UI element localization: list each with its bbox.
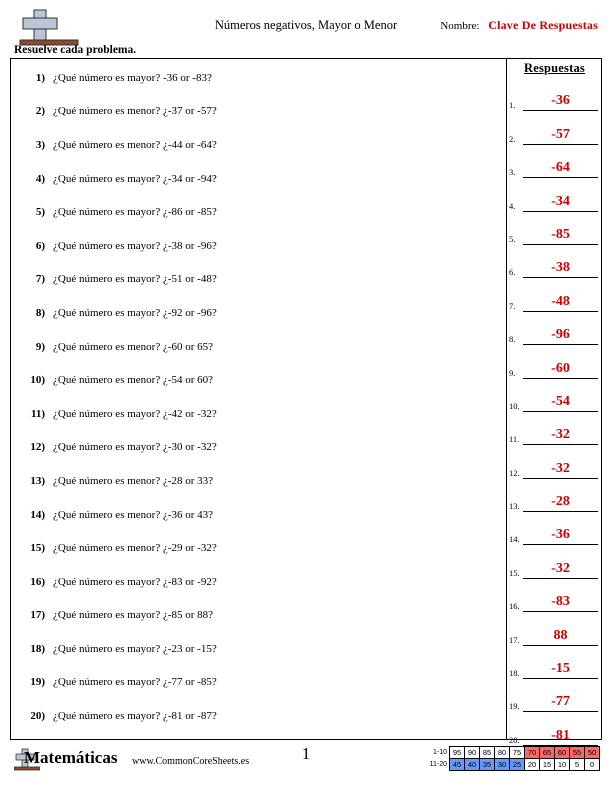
- question-text: ¿Qué número es menor? ¿-29 or -32?: [53, 542, 217, 555]
- answer-row: [507, 111, 602, 144]
- question-number: 8): [35, 306, 45, 319]
- answer-row: [507, 646, 602, 679]
- question-row: [11, 95, 505, 129]
- answer-value: -96: [551, 327, 570, 343]
- question-text: ¿Qué número es mayor? ¿-30 or -32?: [53, 441, 217, 454]
- answer-value: -48: [551, 293, 570, 309]
- answer-list: [507, 78, 602, 746]
- question-text: ¿Qué número es mayor? ¿-81 or -87?: [53, 710, 217, 723]
- answer-value: -54: [551, 393, 570, 409]
- score-cell: 0: [585, 759, 600, 771]
- question-number: 6): [35, 239, 45, 252]
- question-list: [11, 61, 505, 741]
- answer-value: -28: [551, 494, 570, 510]
- answer-value: 88: [553, 627, 568, 643]
- score-row: [428, 747, 600, 759]
- question-row: [11, 162, 505, 196]
- score-cell: 65: [540, 747, 555, 759]
- page-number: 1: [301, 744, 311, 763]
- question-number: 17): [30, 609, 45, 622]
- name-field-area: [440, 18, 598, 33]
- question-row: [11, 498, 505, 532]
- score-cell: 5: [570, 759, 585, 771]
- answer-row: [507, 379, 602, 412]
- question-number: 16): [30, 575, 45, 588]
- answer-index: 6.: [509, 267, 516, 278]
- question-row: [11, 363, 505, 397]
- score-table: [428, 746, 601, 771]
- question-row: [11, 330, 505, 364]
- answer-index: 3.: [509, 167, 516, 178]
- question-number: 12): [30, 441, 45, 454]
- answer-index: 11.: [509, 434, 520, 445]
- score-cell: 60: [555, 747, 570, 759]
- question-text: ¿Qué número es mayor? ¿-92 or -96?: [53, 306, 217, 319]
- answer-row: [507, 545, 602, 578]
- question-row: [11, 397, 505, 431]
- answer-index: 13.: [509, 501, 520, 512]
- answer-index: 2.: [509, 133, 516, 144]
- score-cell: 55: [570, 747, 585, 759]
- question-text: ¿Qué número es mayor? ¿-38 or -96?: [53, 239, 217, 252]
- question-text: ¿Qué número es mayor? ¿-23 or -15?: [53, 642, 217, 655]
- answer-value: -57: [551, 126, 570, 142]
- answer-value: -77: [551, 694, 570, 710]
- answer-row: [507, 579, 602, 612]
- question-number: 3): [35, 138, 45, 151]
- page-header: [0, 12, 612, 46]
- answer-index: 7.: [509, 300, 516, 311]
- question-row: [11, 296, 505, 330]
- question-row: [11, 699, 505, 733]
- question-text: ¿Qué número es mayor? ¿-51 or -48?: [53, 273, 217, 286]
- answer-index: 8.: [509, 334, 516, 345]
- score-cell: 10: [555, 759, 570, 771]
- question-text: ¿Qué número es mayor? ¿-34 or -94?: [53, 172, 217, 185]
- answer-value: -32: [551, 560, 570, 576]
- answer-row: [507, 512, 602, 545]
- score-row-label: 1-10: [432, 749, 447, 756]
- question-text: ¿Qué número es mayor? -36 or -83?: [53, 71, 212, 84]
- answer-row: [507, 245, 602, 278]
- answer-index: 9.: [509, 367, 516, 378]
- question-number: 20): [30, 710, 45, 723]
- page-footer: [0, 744, 612, 792]
- question-number: 18): [30, 642, 45, 655]
- question-row: [11, 531, 505, 565]
- question-number: 15): [30, 542, 45, 555]
- answer-value: -34: [551, 193, 570, 209]
- answer-value: -32: [551, 460, 570, 476]
- answer-row: [507, 145, 602, 178]
- answer-value: -81: [551, 727, 570, 743]
- score-row-label: 11-20: [429, 761, 447, 768]
- question-text: ¿Qué número es menor? ¿-60 or 65?: [53, 340, 214, 353]
- answer-row: [507, 278, 602, 311]
- score-cell: 85: [480, 747, 495, 759]
- question-text: ¿Qué número es menor? ¿-36 or 43?: [53, 508, 214, 521]
- question-number: 11): [30, 407, 45, 420]
- answer-index: 14.: [509, 534, 520, 545]
- answer-value: -15: [551, 661, 570, 677]
- question-row: [11, 666, 505, 700]
- answer-row: [507, 412, 602, 445]
- question-text: ¿Qué número es mayor? ¿-42 or -32?: [53, 407, 217, 420]
- answer-index: 4.: [509, 200, 516, 211]
- question-row: [11, 431, 505, 465]
- question-number: 9): [35, 340, 45, 353]
- question-number: 1): [35, 71, 45, 84]
- score-cell: 70: [525, 747, 540, 759]
- question-row: [11, 128, 505, 162]
- answer-value: -85: [551, 226, 570, 242]
- question-number: 7): [35, 273, 45, 286]
- answer-index: 5.: [509, 233, 516, 244]
- score-cell: 15: [540, 759, 555, 771]
- answer-row: [507, 345, 602, 378]
- question-row: [11, 632, 505, 666]
- answer-row: [507, 178, 602, 211]
- answer-row: [507, 712, 602, 745]
- question-number: 5): [35, 206, 45, 219]
- question-row: [11, 61, 505, 95]
- answer-value: -83: [551, 594, 570, 610]
- answer-index: 19.: [509, 701, 520, 712]
- answer-index: 17.: [509, 634, 520, 645]
- score-cell: 35: [480, 759, 495, 771]
- question-row: [11, 565, 505, 599]
- question-row: [11, 195, 505, 229]
- answer-value: -36: [551, 527, 570, 543]
- question-text: ¿Qué número es mayor? ¿-86 or -85?: [53, 206, 217, 219]
- answer-index: 18.: [509, 668, 520, 679]
- answer-index: 20.: [509, 734, 520, 745]
- question-text: ¿Qué número es mayor? ¿-77 or -85?: [53, 676, 217, 689]
- answer-value: -60: [551, 360, 570, 376]
- answer-index: 16.: [509, 601, 520, 612]
- question-text: ¿Qué número es menor? ¿-44 or -64?: [53, 138, 217, 151]
- question-text: ¿Qué número es menor? ¿-54 or 60?: [53, 374, 214, 387]
- answer-row: [507, 679, 602, 712]
- question-number: 13): [30, 474, 45, 487]
- answer-index: 1.: [509, 100, 516, 111]
- question-number: 19): [30, 676, 45, 689]
- answer-index: 12.: [509, 467, 520, 478]
- answer-row: [507, 479, 602, 512]
- score-cell: 80: [495, 747, 510, 759]
- name-value: Clave De Respuestas: [488, 18, 598, 32]
- score-cell: 30: [495, 759, 510, 771]
- question-text: ¿Qué número es menor? ¿-28 or 33?: [53, 474, 214, 487]
- answer-row: [507, 612, 602, 645]
- instruction-text: Resuelve cada problema.: [14, 44, 137, 56]
- answer-value: -36: [551, 93, 570, 109]
- answer-row: [507, 212, 602, 245]
- score-cell: 25: [510, 759, 525, 771]
- score-cell: 50: [585, 747, 600, 759]
- question-row: [11, 263, 505, 297]
- answers-header: Respuestas: [523, 61, 586, 75]
- question-row: [11, 599, 505, 633]
- score-row: [428, 759, 600, 771]
- question-row: [11, 229, 505, 263]
- answer-index: 15.: [509, 567, 520, 578]
- score-cell: 40: [465, 759, 480, 771]
- score-cell: 95: [450, 747, 465, 759]
- answer-index: 10.: [509, 400, 520, 411]
- name-label: Nombre:: [440, 20, 480, 32]
- question-number: 2): [35, 105, 45, 118]
- question-number: 4): [35, 172, 45, 185]
- worksheet-body: [10, 58, 602, 745]
- question-text: ¿Qué número es menor? ¿-37 or -57?: [53, 105, 217, 118]
- score-cell: 90: [465, 747, 480, 759]
- question-number: 14): [30, 508, 45, 521]
- answer-value: -32: [551, 427, 570, 443]
- answer-value: -64: [551, 160, 570, 176]
- answer-row: [507, 445, 602, 478]
- question-text: ¿Qué número es mayor? ¿-85 or 88?: [53, 609, 214, 622]
- question-number: 10): [30, 374, 45, 387]
- page-title: Números negativos, Mayor o Menor: [214, 18, 398, 32]
- question-row: [11, 464, 505, 498]
- website-url: www.CommonCoreSheets.es: [132, 756, 250, 767]
- answer-row: [507, 312, 602, 345]
- answer-row: [507, 78, 602, 111]
- answer-column: [507, 59, 602, 745]
- brand-name: Matemáticas: [24, 748, 118, 767]
- score-cell: 45: [450, 759, 465, 771]
- question-text: ¿Qué número es mayor? ¿-83 or -92?: [53, 575, 217, 588]
- score-cell: 20: [525, 759, 540, 771]
- answer-value: -38: [551, 260, 570, 276]
- score-cell: 75: [510, 747, 525, 759]
